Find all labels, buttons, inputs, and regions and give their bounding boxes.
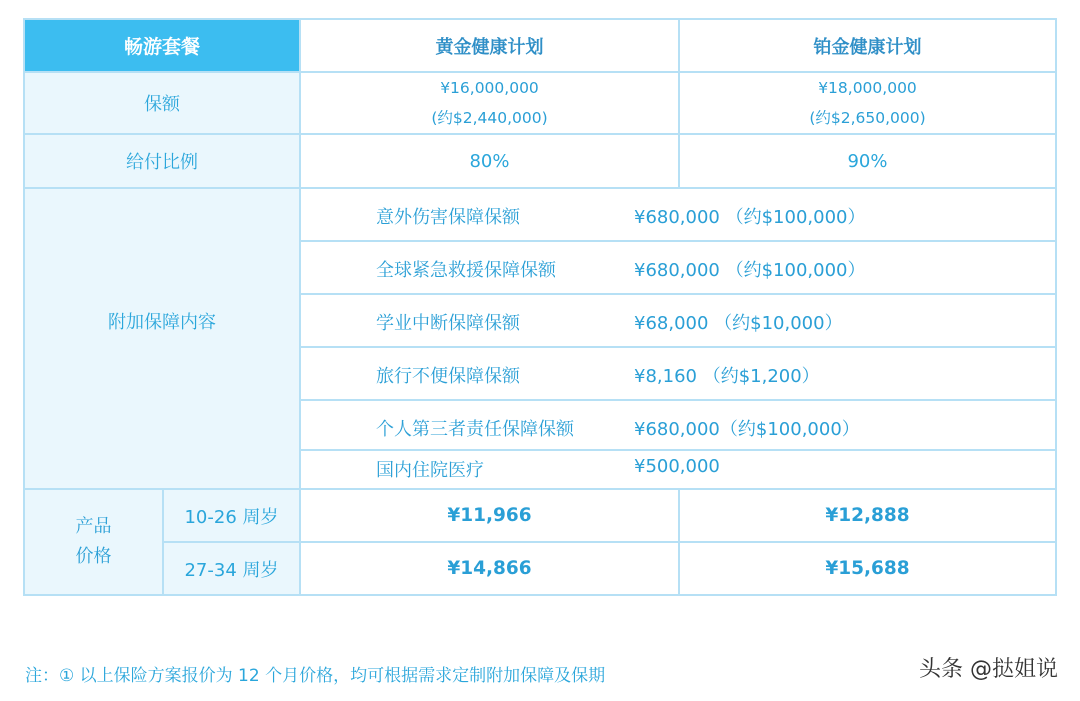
additional-item-name: 意外伤害保障保额 bbox=[376, 207, 520, 228]
table-border-top bbox=[24, 18, 1057, 20]
package-title: 畅游套餐 bbox=[24, 19, 300, 72]
table-border-left bbox=[23, 18, 25, 596]
additional-item-name: 学业中断保障保额 bbox=[376, 313, 520, 334]
additional-item-value: ¥68,000 （约$10,000） bbox=[634, 313, 843, 334]
gold-coverage-amount: ¥16,000,000 bbox=[440, 79, 539, 97]
table-border-bottom bbox=[24, 594, 1057, 596]
platinum-payout: 90% bbox=[847, 150, 888, 172]
platinum-plan-header: 铂金健康计划 bbox=[813, 36, 922, 58]
price-label bbox=[24, 489, 163, 595]
gold-plan-header: 黄金健康计划 bbox=[435, 36, 544, 58]
table-divider bbox=[163, 541, 1057, 543]
platinum-price-2: ¥15,688 bbox=[825, 558, 910, 579]
table-divider bbox=[300, 293, 1057, 295]
table-divider bbox=[678, 488, 680, 596]
additional-item-name: 旅行不便保障保额 bbox=[376, 366, 520, 387]
table-divider bbox=[299, 18, 301, 596]
gold-price-1: ¥11,966 bbox=[447, 505, 532, 526]
additional-item-name: 全球紧急救援保障保额 bbox=[376, 260, 556, 281]
additional-item-value: ¥8,160 （约$1,200） bbox=[634, 366, 820, 387]
additional-item-value: ¥680,000 （约$100,000） bbox=[634, 207, 866, 228]
table-divider bbox=[300, 346, 1057, 348]
table-divider bbox=[678, 18, 680, 189]
age-range-1: 10-26 周岁 bbox=[184, 506, 279, 528]
price-label-line1: 产品 bbox=[75, 516, 112, 537]
additional-item-name: 国内住院医疗 bbox=[376, 460, 484, 481]
table-divider bbox=[300, 399, 1057, 401]
platinum-price-1: ¥12,888 bbox=[825, 505, 910, 526]
price-label-line2: 价格 bbox=[75, 546, 112, 567]
table-divider bbox=[24, 187, 1057, 189]
table-border-right bbox=[1055, 18, 1057, 596]
table-divider bbox=[300, 449, 1057, 451]
table-divider bbox=[300, 240, 1057, 242]
table-divider bbox=[24, 488, 1057, 490]
platinum-coverage bbox=[679, 72, 1056, 134]
age-range-2: 27-34 周岁 bbox=[184, 559, 279, 581]
gold-coverage-usd: (约$2,440,000) bbox=[431, 109, 548, 127]
coverage-label: 保额 bbox=[144, 94, 180, 115]
additional-item-value: ¥680,000（约$100,000） bbox=[634, 419, 860, 440]
platinum-coverage-amount: ¥18,000,000 bbox=[818, 79, 917, 97]
footnote: 注：① 以上保险方案报价为 12 个月价格，均可根据需求定制附加保障及保期 bbox=[25, 666, 606, 686]
additional-item-value: ¥680,000 （约$100,000） bbox=[634, 260, 866, 281]
platinum-coverage-usd: (约$2,650,000) bbox=[809, 109, 926, 127]
table-divider bbox=[24, 133, 1057, 135]
additional-item-name: 个人第三者责任保障保额 bbox=[376, 419, 574, 440]
table-divider bbox=[162, 488, 164, 596]
additional-item-value: ¥500,000 bbox=[634, 456, 720, 477]
table-divider bbox=[24, 71, 1057, 73]
gold-coverage bbox=[300, 72, 679, 134]
watermark: 头条 @挞姐说 bbox=[919, 657, 1058, 682]
gold-price-2: ¥14,866 bbox=[447, 558, 532, 579]
gold-payout: 80% bbox=[469, 150, 510, 172]
payout-label: 给付比例 bbox=[126, 152, 198, 173]
additional-label: 附加保障内容 bbox=[108, 311, 216, 333]
